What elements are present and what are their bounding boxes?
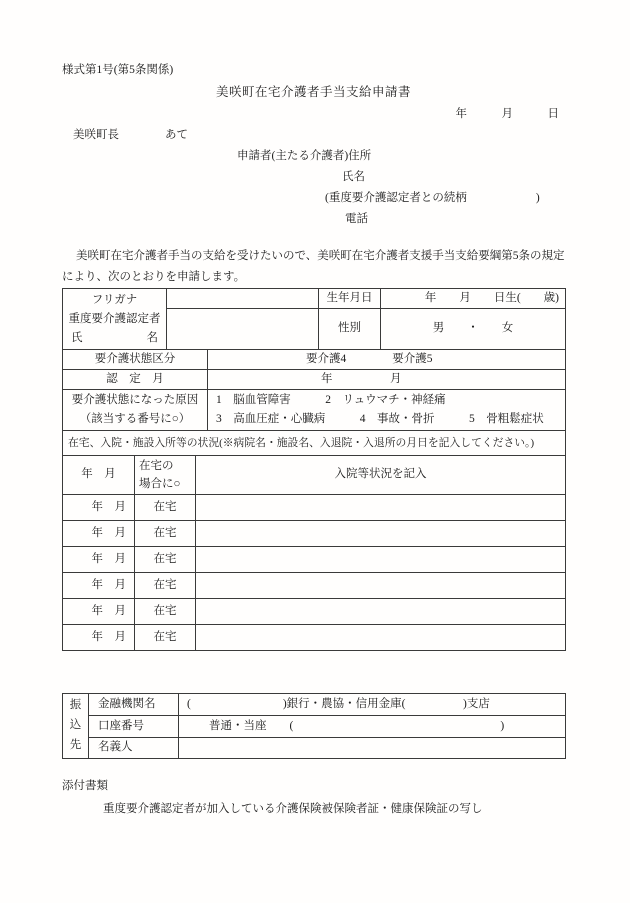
month-cell[interactable]: 年 月 bbox=[63, 521, 135, 547]
statement-line-2: により、次のとおりを申請します。 bbox=[62, 271, 246, 283]
gender-choice-cell[interactable]: 男 ・ 女 bbox=[381, 309, 566, 350]
month-cell[interactable]: 年 月 bbox=[63, 495, 135, 521]
applicant-name-label: 氏名 bbox=[342, 171, 365, 183]
month-cell[interactable]: 年 月 bbox=[63, 625, 135, 651]
hospitalization-column-header: 入院等状況を記入 bbox=[196, 456, 566, 495]
status-cell[interactable] bbox=[196, 495, 566, 521]
date-line: 年 月 日 bbox=[455, 108, 559, 120]
home-circle-cell[interactable]: 在宅 bbox=[135, 521, 196, 547]
month-cell[interactable]: 年 月 bbox=[63, 573, 135, 599]
status-cell[interactable] bbox=[196, 521, 566, 547]
cause-label-line1: 要介護状態になった原因 bbox=[71, 394, 199, 406]
certification-month-label: 認 定 月 bbox=[63, 370, 208, 390]
cause-options-line2: 3 高血圧症・心臓病 4 事故・骨折 5 骨粗鬆症状 bbox=[216, 413, 544, 425]
transfer-destination-label-cell bbox=[63, 694, 89, 759]
bank-transfer-table bbox=[62, 693, 566, 759]
month-cell[interactable]: 年 月 bbox=[63, 547, 135, 573]
cause-options-cell[interactable] bbox=[208, 390, 566, 431]
certified-person-label: 重度要介護認定者 bbox=[68, 312, 161, 325]
month-column-header: 年 月 bbox=[63, 456, 135, 495]
attachments-heading: 添付書類 bbox=[62, 780, 108, 792]
attachments-item: 重度要介護認定者が加入している介護保険被保険者証・健康保険証の写し bbox=[103, 803, 483, 815]
form-tables bbox=[62, 288, 565, 651]
certified-person-label-cell bbox=[63, 289, 167, 350]
furigana-input-cell[interactable] bbox=[167, 289, 319, 309]
home-circle-cell[interactable]: 在宅 bbox=[135, 599, 196, 625]
phone-label: 電話 bbox=[345, 213, 368, 225]
home-column-header bbox=[135, 456, 196, 495]
status-cell[interactable] bbox=[196, 573, 566, 599]
furigana-label: フリガナ bbox=[91, 293, 138, 306]
month-cell[interactable]: 年 月 bbox=[63, 599, 135, 625]
form-title: 美咲町在宅介護者手当支給申請書 bbox=[215, 85, 411, 99]
name-label bbox=[63, 329, 166, 348]
certification-month-value-cell[interactable]: 年 月 bbox=[208, 370, 566, 390]
account-number-value-cell[interactable]: 普通・当座 ( ) bbox=[179, 716, 566, 738]
monthly-row bbox=[63, 573, 566, 599]
care-level-label: 要介護状態区分 bbox=[63, 350, 208, 370]
applicant-info-table bbox=[62, 288, 566, 350]
monthly-row bbox=[63, 625, 566, 651]
name-label-last: 名 bbox=[146, 331, 158, 344]
transfer-label-char: 振 bbox=[69, 699, 82, 711]
status-cell[interactable] bbox=[196, 547, 566, 573]
birthdate-value-cell[interactable]: 年 月 日生( 歳) bbox=[381, 289, 566, 309]
name-label-first: 氏 bbox=[71, 331, 83, 344]
transfer-label-char: 込 bbox=[69, 719, 82, 732]
status-cell[interactable] bbox=[196, 599, 566, 625]
monthly-row bbox=[63, 599, 566, 625]
cause-label-line2: （該当する番号に○） bbox=[79, 413, 191, 425]
name-input-cell[interactable] bbox=[167, 309, 319, 350]
relation-line: (重度要介護認定者との続柄 ) bbox=[325, 192, 540, 204]
monthly-row bbox=[63, 495, 566, 521]
monthly-row bbox=[63, 547, 566, 573]
home-circle-cell[interactable]: 在宅 bbox=[135, 573, 196, 599]
statement-line-1: 美咲町在宅介護者手当の支給を受けたいので、美咲町在宅介護者支援手当支給要綱第5条の規定 bbox=[76, 250, 565, 262]
application-statement bbox=[62, 246, 565, 288]
account-number-label: 口座番号 bbox=[89, 716, 179, 738]
birthdate-label: 生年月日 bbox=[319, 289, 381, 309]
home-header-line2: 場合に○ bbox=[139, 478, 181, 490]
status-cell[interactable] bbox=[196, 625, 566, 651]
addressee-line: 美咲町長 あて bbox=[73, 129, 188, 141]
cause-options-line1: 1 脳血管障害 2 リュウマチ・神経痛 bbox=[216, 394, 446, 406]
care-level-choice-cell[interactable]: 要介護4 要介護5 bbox=[208, 350, 566, 370]
home-circle-cell[interactable]: 在宅 bbox=[135, 495, 196, 521]
cause-label-cell bbox=[63, 390, 208, 431]
care-status-table bbox=[62, 349, 566, 456]
transfer-label-char: 先 bbox=[69, 739, 82, 752]
bank-name-label: 金融機関名 bbox=[89, 694, 179, 716]
home-circle-cell[interactable]: 在宅 bbox=[135, 625, 196, 651]
account-holder-label: 名義人 bbox=[89, 738, 179, 759]
status-note-row: 在宅、入院・施設入所等の状況(※病院名・施設名、入退院・入退所の月日を記入してください。) bbox=[63, 431, 566, 456]
bank-name-value-cell[interactable]: ( )銀行・農協・信用金庫( )支店 bbox=[179, 694, 566, 716]
home-circle-cell[interactable]: 在宅 bbox=[135, 547, 196, 573]
gender-label: 性別 bbox=[319, 309, 381, 350]
form-number: 様式第1号(第5条関係) bbox=[62, 64, 174, 76]
monthly-row bbox=[63, 521, 566, 547]
account-holder-value-cell[interactable] bbox=[179, 738, 566, 759]
monthly-status-table bbox=[62, 455, 566, 651]
bank-table-wrapper bbox=[62, 693, 565, 759]
home-header-line1: 在宅の bbox=[139, 460, 174, 472]
applicant-address-label: 申請者(主たる介護者)住所 bbox=[237, 150, 372, 162]
